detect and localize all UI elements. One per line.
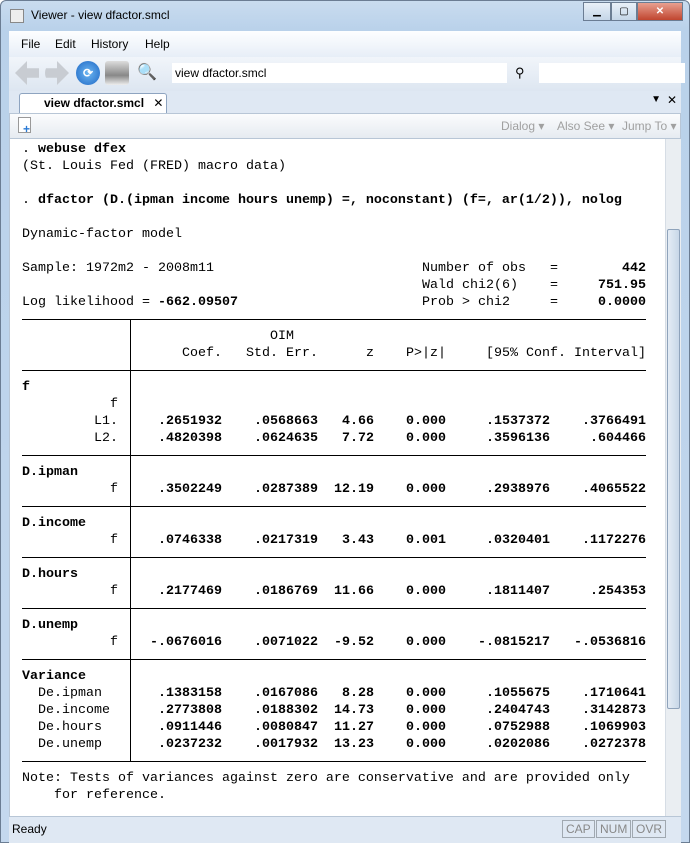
cell-value: .604466 [590, 431, 646, 446]
menu-bar [9, 31, 681, 57]
print-icon[interactable] [105, 61, 129, 85]
cell-value: .0746338 [158, 533, 222, 548]
cell-value: .0272378 [582, 737, 646, 752]
output-text: for reference. [22, 788, 166, 803]
cell-value: .0167086 [254, 686, 318, 701]
cell-value: .2404743 [486, 703, 550, 718]
cell-value: .0071022 [254, 635, 318, 650]
output-line [22, 617, 662, 634]
output-line [22, 498, 662, 515]
stat-value: 0.0000 [598, 295, 646, 310]
column-divider [130, 549, 131, 566]
cell-value: 0.000 [406, 686, 446, 701]
row-label: f [110, 635, 118, 650]
horizontal-rule [22, 761, 646, 762]
new-viewer-icon[interactable]: + [18, 117, 31, 133]
column-divider [130, 396, 131, 413]
column-divider [130, 617, 131, 634]
cell-value: 8.28 [342, 686, 374, 701]
maximize-button[interactable]: ▢ [611, 2, 637, 21]
cell-value: .1172276 [582, 533, 646, 548]
cell-value: .0188302 [254, 703, 318, 718]
output-line [22, 668, 662, 685]
cell-value: .0911446 [158, 720, 222, 735]
output-line [22, 532, 662, 549]
row-label: L1. [94, 414, 118, 429]
cell-value: 0.000 [406, 414, 446, 429]
cell-value: .3766491 [582, 414, 646, 429]
stat-label: Number of obs [422, 261, 526, 276]
output-line [22, 311, 662, 328]
column-divider [130, 362, 131, 379]
cell-value: .0752988 [486, 720, 550, 735]
column-divider [130, 566, 131, 583]
header-conf-interval: [95% Conf. Interval] [486, 346, 646, 361]
column-divider [130, 345, 131, 362]
cell-value: .4065522 [582, 482, 646, 497]
output-line [22, 141, 662, 158]
stat-equals: = [550, 278, 558, 293]
output-line [22, 736, 662, 753]
output-line [22, 787, 662, 804]
horizontal-rule [22, 506, 646, 507]
column-divider [130, 498, 131, 515]
title-bar [1, 1, 689, 31]
output-line [22, 515, 662, 532]
output-line [22, 464, 662, 481]
cell-value: 0.000 [406, 584, 446, 599]
num-indicator: NUM [596, 820, 631, 838]
output-line [22, 430, 662, 447]
back-icon[interactable] [15, 61, 39, 85]
output-text: (St. Louis Fed (FRED) macro data) [22, 159, 286, 174]
row-label: L2. [94, 431, 118, 446]
horizontal-rule [22, 319, 646, 320]
output-line [22, 345, 662, 362]
horizontal-rule [22, 659, 646, 660]
row-label: f [110, 584, 118, 599]
also-see-dropdown[interactable]: Also See ▾ [557, 119, 615, 133]
horizontal-rule [22, 608, 646, 609]
cell-value: .1383158 [158, 686, 222, 701]
output-line [22, 396, 662, 413]
cell-value: .0202086 [486, 737, 550, 752]
cell-value: .4820398 [158, 431, 222, 446]
cell-value: 0.000 [406, 482, 446, 497]
window-title: Viewer - view dfactor.smcl [31, 8, 170, 22]
menu-edit[interactable]: Edit [55, 37, 76, 51]
row-label: De.unemp [22, 737, 102, 752]
column-divider [130, 685, 131, 702]
header-z: z [366, 346, 374, 361]
output-line [22, 379, 662, 396]
row-label: f [110, 533, 118, 548]
log-likelihood-value: -662.09507 [157, 295, 238, 310]
status-bar [9, 816, 681, 843]
output-line [22, 685, 662, 702]
cell-value: 0.000 [406, 720, 446, 735]
status-text: Ready [12, 822, 47, 836]
column-divider [130, 753, 131, 762]
cell-value: 11.66 [334, 584, 374, 599]
horizontal-rule [22, 557, 646, 558]
cell-value: .0186769 [254, 584, 318, 599]
ovr-indicator: OVR [632, 820, 666, 838]
tab-close-icon[interactable]: ✕ [153, 96, 164, 110]
search-input[interactable] [539, 63, 685, 83]
row-label: f [110, 482, 118, 497]
cell-value: .1055675 [486, 686, 550, 701]
column-divider [130, 668, 131, 685]
dialog-dropdown[interactable]: Dialog ▾ [501, 119, 545, 133]
row-label: f [110, 397, 118, 412]
equation-label: D.income [22, 516, 86, 531]
output-line [22, 702, 662, 719]
output-line [22, 362, 662, 379]
cell-value: .3502249 [158, 482, 222, 497]
cell-value: .3596136 [486, 431, 550, 446]
row-label: De.income [22, 703, 110, 718]
output-text: Note: Tests of variances against zero are conservative and are provided only [22, 771, 630, 786]
cell-value: .0017932 [254, 737, 318, 752]
cell-value: 12.19 [334, 482, 374, 497]
cell-value: -.0536816 [574, 635, 646, 650]
stat-label: Prob > chi2 [422, 295, 510, 310]
cell-value: .0624635 [254, 431, 318, 446]
column-divider [130, 430, 131, 447]
cell-value: 14.73 [334, 703, 374, 718]
column-divider [130, 481, 131, 498]
output-line [22, 566, 662, 583]
row-label: De.ipman [22, 686, 102, 701]
cell-value: 0.000 [406, 737, 446, 752]
equation-label: D.hours [22, 567, 78, 582]
column-divider [130, 702, 131, 719]
stat-equals: = [550, 295, 558, 310]
toolbar [9, 57, 681, 91]
refresh-icon[interactable]: ⟳ [76, 61, 100, 85]
tab-view-dfactor[interactable] [19, 93, 167, 113]
cell-value: 7.72 [342, 431, 374, 446]
tab-label: view dfactor.smcl [44, 96, 145, 110]
output-line [22, 481, 662, 498]
command-prompt: . [22, 142, 38, 157]
output-line [22, 175, 662, 192]
menu-history[interactable]: History [91, 37, 129, 51]
column-divider [130, 447, 131, 464]
command-text: dfactor (D.(ipman income hours unemp) =, noconstant) (f=, ar(1/2)), nolog [38, 193, 622, 208]
horizontal-rule [22, 455, 646, 456]
oim-header: OIM [270, 329, 294, 344]
cell-value: .2938976 [486, 482, 550, 497]
tab-menu-icon[interactable]: ▼ [651, 94, 661, 105]
cell-value: .1710641 [582, 686, 646, 701]
cell-value: .1069903 [582, 720, 646, 735]
stat-left: Log likelihood = [22, 295, 158, 310]
cell-value: -.0676016 [150, 635, 222, 650]
output-line [22, 209, 662, 226]
output-pane [9, 139, 681, 816]
cell-value: .1811407 [486, 584, 550, 599]
search-icon[interactable]: ⚲ [515, 65, 525, 80]
stat-left: Sample: 1972m2 - 2008m11 [22, 261, 214, 276]
cell-value: 0.000 [406, 431, 446, 446]
output-line [22, 158, 662, 175]
output-line [22, 770, 662, 787]
column-divider [130, 319, 131, 328]
close-pane-icon[interactable]: ✕ [666, 93, 677, 107]
tab-row [9, 91, 681, 113]
minimize-button[interactable]: ▁ [583, 2, 611, 21]
column-divider [130, 379, 131, 396]
cell-value: 3.43 [342, 533, 374, 548]
close-button[interactable]: ✕ [637, 2, 683, 21]
output-line [22, 651, 662, 668]
vertical-scrollbar[interactable] [665, 139, 681, 816]
column-divider [130, 634, 131, 651]
output-line [22, 277, 662, 294]
stat-value: 442 [622, 261, 646, 276]
horizontal-rule [22, 370, 646, 371]
column-divider [130, 651, 131, 668]
output-line [22, 328, 662, 345]
header-coef: Coef. [182, 346, 222, 361]
forward-icon[interactable] [45, 61, 69, 85]
menu-file[interactable]: File [21, 37, 41, 51]
output-line [22, 583, 662, 600]
stat-label: Wald chi2(6) [422, 278, 518, 293]
cell-value: .254353 [590, 584, 646, 599]
cell-value: .0080847 [254, 720, 318, 735]
column-divider [130, 736, 131, 753]
output-line [22, 192, 662, 209]
cell-value: 0.000 [406, 635, 446, 650]
app-icon [10, 9, 24, 23]
output-line [22, 447, 662, 464]
cell-value: 4.66 [342, 414, 374, 429]
cell-value: -.0815217 [478, 635, 550, 650]
jump-to-dropdown[interactable]: Jump To ▾ [622, 119, 677, 133]
find-icon[interactable]: 🔍 [137, 64, 157, 81]
cell-value: 13.23 [334, 737, 374, 752]
equation-label: D.unemp [22, 618, 78, 633]
output-line [22, 294, 662, 311]
output-line [22, 600, 662, 617]
column-divider [130, 583, 131, 600]
header-std-err: Std. Err. [246, 346, 318, 361]
column-divider [130, 328, 131, 345]
results-output [22, 141, 662, 804]
equation-label: f [22, 380, 30, 395]
command-prompt: . [22, 193, 38, 208]
stat-equals: = [550, 261, 558, 276]
equation-label: D.ipman [22, 465, 78, 480]
cell-value: .0287389 [254, 482, 318, 497]
cell-value: -9.52 [334, 635, 374, 650]
output-line [22, 243, 662, 260]
cell-value: 11.27 [334, 720, 374, 735]
output-line [22, 260, 662, 277]
output-line [22, 413, 662, 430]
menu-help[interactable]: Help [145, 37, 170, 51]
cell-value: .2773808 [158, 703, 222, 718]
output-line [22, 549, 662, 566]
cell-value: .0217319 [254, 533, 318, 548]
cell-value: .0237232 [158, 737, 222, 752]
cell-value: .0568663 [254, 414, 318, 429]
output-line [22, 753, 662, 770]
column-divider [130, 464, 131, 481]
row-label: De.hours [22, 720, 102, 735]
cell-value: .2177469 [158, 584, 222, 599]
cell-value: .0320401 [486, 533, 550, 548]
command-text: webuse dfex [38, 142, 126, 157]
cell-value: .1537372 [486, 414, 550, 429]
output-line [22, 226, 662, 243]
column-divider [130, 413, 131, 430]
scrollbar-thumb[interactable] [667, 229, 680, 709]
output-text: Dynamic-factor model [22, 227, 182, 242]
column-divider [130, 532, 131, 549]
column-divider [130, 515, 131, 532]
address-input[interactable]: view dfactor.smcl [172, 63, 507, 83]
cell-value: .3142873 [582, 703, 646, 718]
output-line [22, 719, 662, 736]
column-divider [130, 600, 131, 617]
cell-value: 0.000 [406, 703, 446, 718]
caps-indicator: CAP [562, 820, 595, 838]
output-line [22, 634, 662, 651]
equation-label: Variance [22, 669, 86, 684]
column-divider [130, 719, 131, 736]
stat-value: 751.95 [598, 278, 646, 293]
cell-value: 0.001 [406, 533, 446, 548]
header-p: P>|z| [406, 346, 446, 361]
viewer-toolbar [9, 113, 681, 139]
cell-value: .2651932 [158, 414, 222, 429]
